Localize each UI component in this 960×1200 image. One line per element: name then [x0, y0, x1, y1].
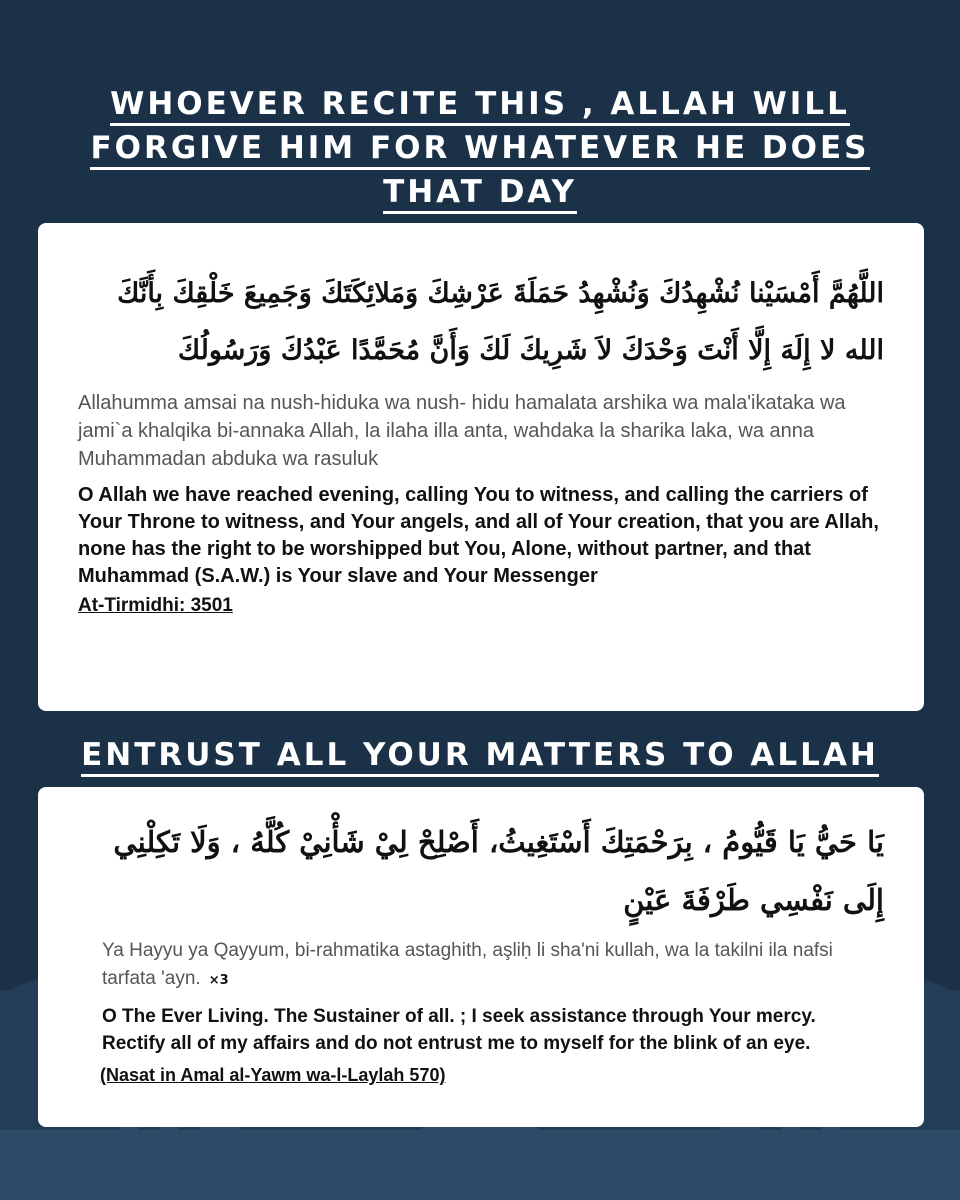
transliteration-text: Ya Hayyu ya Qayyum, bi-rahmatika astaghith, aşliḥ li sha'ni kullah, wa la takilni ila nafsi tarfata 'ayn. — [102, 940, 833, 989]
repeat-count-badge: ×3 — [208, 973, 229, 988]
section1-heading-line: FORGIVE HIM FOR WHATEVER HE DOES — [90, 129, 869, 170]
translation-text: O The Ever Living. The Sustainer of all. ; I seek assistance through Your mercy. Rectify all of my affairs and do not entrust me to myself for the blink of an eye. — [102, 1006, 816, 1054]
section2-heading — [0, 733, 960, 777]
source-reference: (Nasat in Amal al-Yawm wa-l-Laylah 570) — [100, 1065, 446, 1085]
arabic-text: اللَّهُمَّ أَمْسَيْنا نُشْهِدُكَ وَنُشْهِدُ حَمَلَةَ عَرْشِكَ وَمَلائِكَتَكَ وَجَمِيعَ خَلْقِكَ بِأَنَّكَ الله لا إِلَهَ إِلَّا أَنْتَ وَحْدَكَ لاَ شَرِيكَ لَكَ وَأَنَّ مُحَمَّدًا عَبْدُكَ وَرَسُولُكَ — [117, 278, 884, 366]
section1-heading-line: WHOEVER RECITE THIS , ALLAH WILL — [110, 85, 850, 126]
transliteration-block — [102, 937, 884, 995]
source-reference: At-Tirmidhi: 3501 — [78, 595, 233, 616]
transliteration-text: Allahumma amsai na nush-hiduka wa nush- hidu hamalata arshika wa mala'ikataka wa jami`a khalqika bi-annaka Allah, la ilaha illa anta, wahdaka la sharika laka, wa anna Muhammadan abduka wa rasuluk — [78, 392, 846, 470]
translation-text: O Allah we have reached evening, calling You to witness, and calling the carriers of Your Throne to witness, and Your angels, and all of Your creation, that you are Allah, none has the right to be worshipped but You, Alone, without partner, and that Muhammad (S.A.W.) is Your slave and Your Messenger — [78, 484, 879, 587]
section1-heading-line: THAT DAY — [383, 173, 577, 214]
dua-card-1 — [38, 223, 924, 711]
section2-heading-line: ENTRUST ALL YOUR MATTERS TO ALLAH — [81, 736, 879, 777]
section1-heading — [0, 82, 960, 214]
arabic-text: يَا حَيُّ يَا قَيُّومُ ، بِرَحْمَتِكَ أَسْتَغِيثُ، أَصْلِحْ لِيْ شَأْنِيْ كُلَّهُ ، وَلَا تَكِلْنِي إِلَى نَفْسِي طَرْفَةَ عَيْنٍ — [113, 825, 884, 917]
dua-card-2 — [38, 787, 924, 1127]
